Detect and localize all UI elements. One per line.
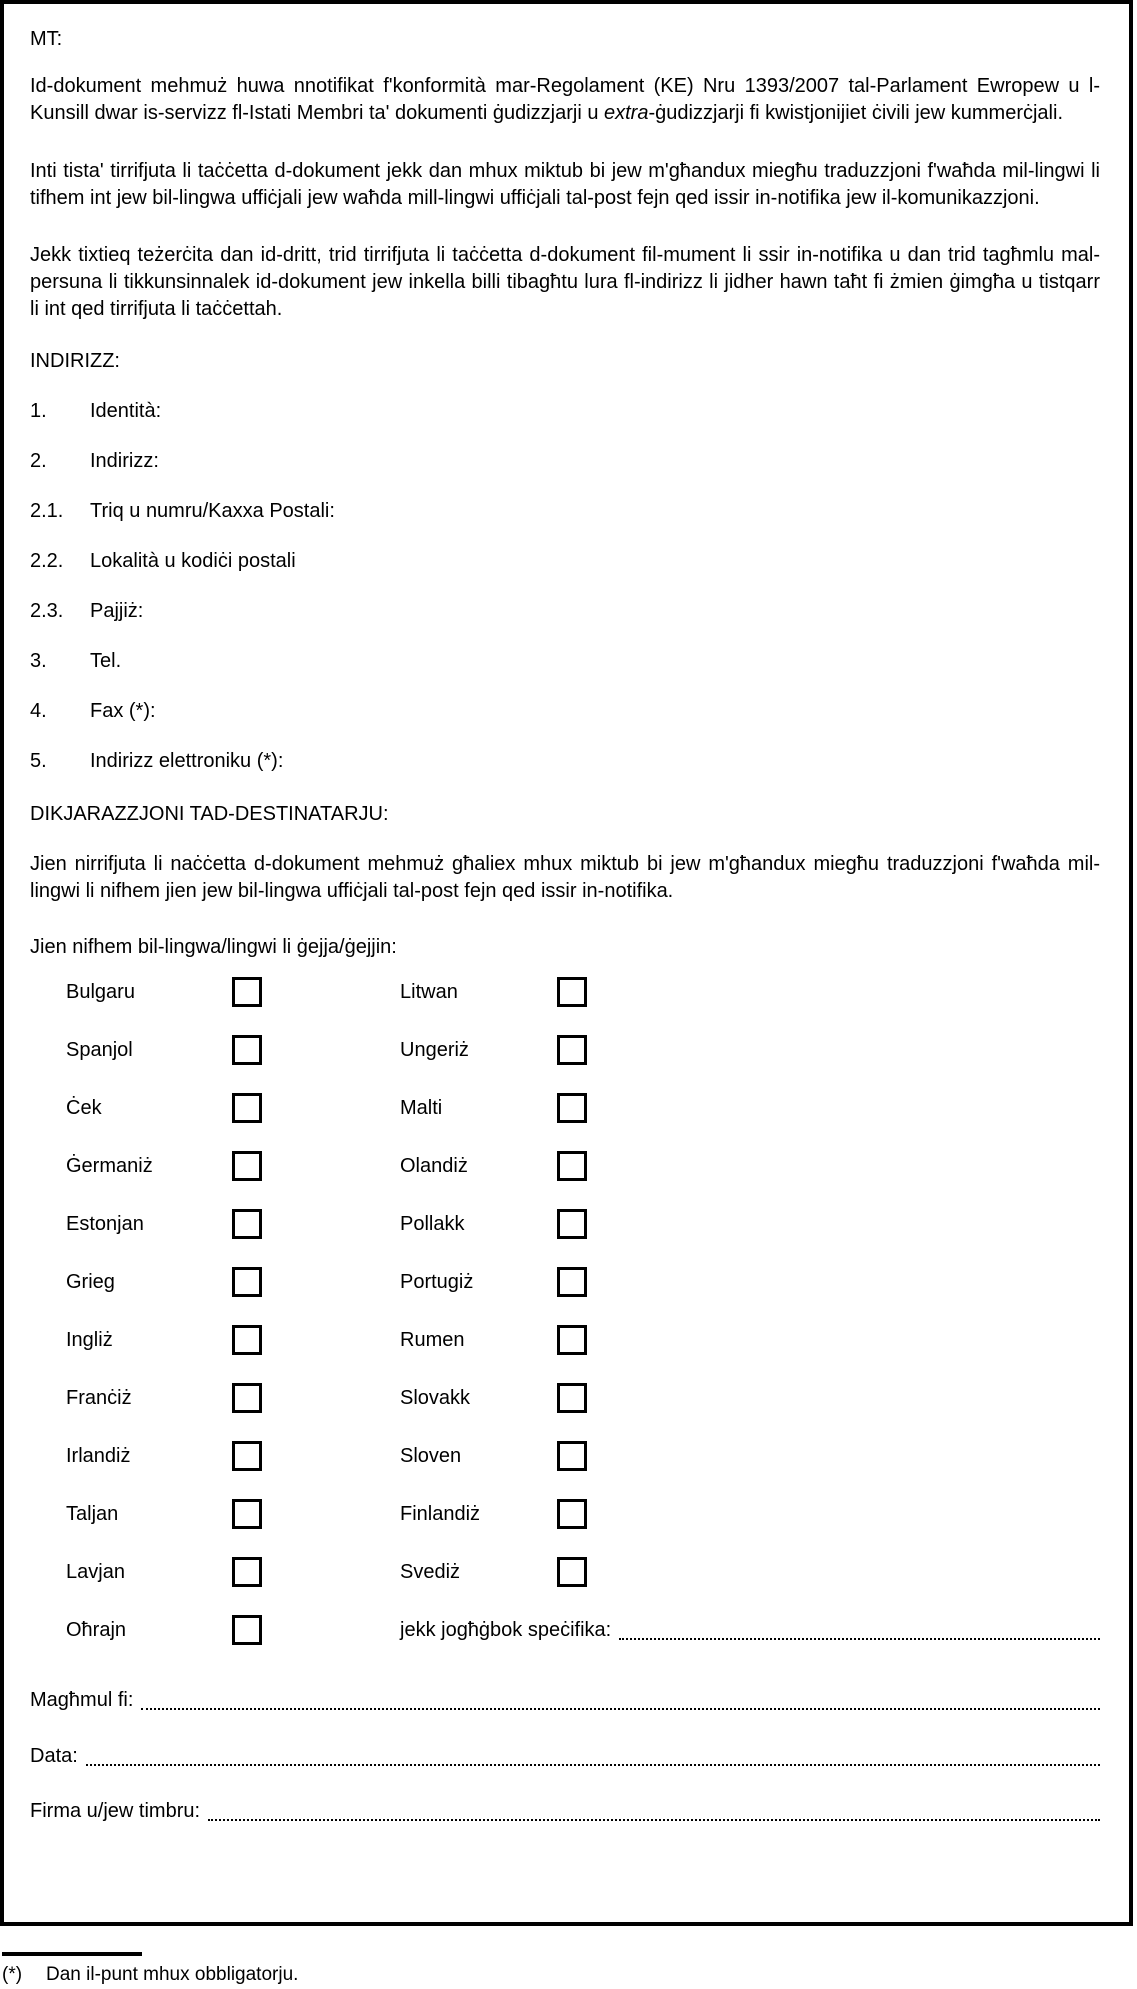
- language-label-malti: Malti: [400, 1096, 443, 1119]
- intro-paragraph-part1: Id-dokument mehmuż huwa nnotifikat f'konformità mar-Regolament (KE) Nru 1393/2007 tal-Parlament Ewropew u l-Kunsill dwar is-servizz fl-Istati Membri ta' dokumenti ġudizzjarji u: [30, 75, 1100, 124]
- language-code-label: MT:: [30, 28, 63, 50]
- intro-paragraph-regulation: [30, 73, 1100, 127]
- checkbox-germaniz[interactable]: [232, 1151, 262, 1181]
- language-label-olandiz: Olandiż: [400, 1154, 468, 1177]
- place-input-line[interactable]: [141, 1687, 1100, 1710]
- checkbox-litwan[interactable]: [557, 977, 587, 1007]
- item-label: Fax (*):: [90, 700, 156, 722]
- item-label: Pajjiż:: [90, 600, 144, 622]
- checkbox-malti[interactable]: [557, 1093, 587, 1123]
- language-row: [66, 1209, 1100, 1236]
- footnote-text: Dan il-punt mhux obbligatorju.: [46, 1964, 299, 1985]
- language-label-spanjol: Spanjol: [66, 1038, 133, 1061]
- other-language-input-line[interactable]: [619, 1617, 1100, 1640]
- language-row: [66, 1383, 1100, 1410]
- language-checkbox-grid: [66, 977, 1100, 1642]
- item-number: 2.1.: [30, 500, 64, 522]
- intro-paragraph-procedure: Jekk tixtieq teżerċita dan id-dritt, trid tirrifjuta li taċċetta d-dokument fil-mument li ssir in-notifika u dan trid tagħmlu mal-persuna li tikkunsinnalek id-dokument jew inkella billi tibagħtu lura fl-indirizz li jidher hawn taħt fi żmien ġimgħa u tistqarr li int qed tirrifjuta li taċċettah.: [30, 244, 1100, 320]
- language-label-estonjan: Estonjan: [66, 1212, 144, 1235]
- footnote-marker: (*): [2, 1964, 23, 1985]
- item-number: 5.: [30, 750, 47, 772]
- language-row: [66, 1093, 1100, 1120]
- language-label-pollakk: Pollakk: [400, 1212, 465, 1235]
- language-label-ohrajn: Oħrajn: [66, 1618, 127, 1641]
- checkbox-ungeriz[interactable]: [557, 1035, 587, 1065]
- checkbox-rumen[interactable]: [557, 1325, 587, 1355]
- language-label-sloven: Sloven: [400, 1444, 462, 1467]
- checkbox-cek[interactable]: [232, 1093, 262, 1123]
- item-number: 2.2.: [30, 550, 64, 572]
- language-row: [66, 1035, 1100, 1062]
- language-label-ungeriz: Ungeriż: [400, 1038, 469, 1061]
- checkbox-lavjan[interactable]: [232, 1557, 262, 1587]
- item-number: 2.: [30, 450, 47, 472]
- item-label: Indirizz:: [90, 450, 159, 472]
- item-number: 2.3.: [30, 600, 64, 622]
- checkbox-bulgaru[interactable]: [232, 977, 262, 1007]
- language-label-slovakk: Slovakk: [400, 1386, 471, 1409]
- item-label: Triq u numru/Kaxxa Postali:: [90, 500, 335, 522]
- checkbox-taljan[interactable]: [232, 1499, 262, 1529]
- address-item-street: [30, 498, 1100, 525]
- checkbox-estonjan[interactable]: [232, 1209, 262, 1239]
- intro-paragraph-part2: -ġudizzjarji fi kwistjonijiet ċivili jew kummerċjali.: [648, 102, 1063, 124]
- address-item-identity: [30, 398, 1100, 425]
- item-label: Indirizz elettroniku (*):: [90, 750, 284, 772]
- language-row: [66, 1267, 1100, 1294]
- language-row: [66, 1151, 1100, 1178]
- intro-paragraph-refusal-right: Inti tista' tirrifjuta li taċċetta d-dokument jekk dan mhux miktub bi jew m'għandux miegħu traduzzjoni f'waħda mil-lingwi li tifhem int jew bil-lingwa uffiċjali jew waħda mill-lingwi uffiċjali tal-post fejn qed issir in-notifika jew il-komunikazzjoni.: [30, 160, 1100, 209]
- checkbox-svediz[interactable]: [557, 1557, 587, 1587]
- language-label-cek: Ċek: [66, 1096, 102, 1119]
- declaration-heading: DIKJARAZZJONI TAD-DESTINATARJU:: [30, 803, 389, 825]
- checkbox-irlandiz[interactable]: [232, 1441, 262, 1471]
- address-item-email: [30, 748, 1100, 775]
- item-number: 4.: [30, 700, 47, 722]
- language-label-portugiz: Portugiż: [400, 1270, 474, 1293]
- specify-label: jekk jogħġbok speċifika:: [400, 1618, 612, 1641]
- language-label-rumen: Rumen: [400, 1328, 465, 1351]
- language-label-lavjan: Lavjan: [66, 1560, 125, 1583]
- item-number: 3.: [30, 650, 47, 672]
- checkbox-sloven[interactable]: [557, 1441, 587, 1471]
- address-item-country: [30, 598, 1100, 625]
- date-label: Data:: [30, 1745, 78, 1767]
- checkbox-finlandiz[interactable]: [557, 1499, 587, 1529]
- footnote-divider: [2, 1952, 142, 1956]
- declaration-body: Jien nirrifjuta li naċċetta d-dokument mehmuż għaliex mhux miktub bi jew m'għandux miegħu traduzzjoni f'waħda mil-lingwi li nifhem jien jew bil-lingwa uffiċjali tal-post fejn qed issir in-notifika.: [30, 853, 1100, 902]
- language-label-finlandiz: Finlandiż: [400, 1502, 481, 1525]
- other-language-specify: [400, 1617, 1100, 1644]
- place-field-row: [30, 1687, 1100, 1714]
- languages-intro: Jien nifhem bil-lingwa/lingwi li ġejja/ġejjin:: [30, 936, 397, 958]
- intro-paragraph-italic: extra: [604, 102, 649, 124]
- checkbox-pollakk[interactable]: [557, 1209, 587, 1239]
- language-row: [66, 1499, 1100, 1526]
- language-label-irlandiz: Irlandiż: [66, 1444, 131, 1467]
- language-row: [66, 977, 1100, 1004]
- date-input-line[interactable]: [86, 1743, 1100, 1766]
- item-label: Identità:: [90, 400, 162, 422]
- item-number: 1.: [30, 400, 47, 422]
- checkbox-slovakk[interactable]: [557, 1383, 587, 1413]
- item-label: Lokalità u kodiċi postali: [90, 550, 296, 572]
- language-row-other: [66, 1615, 1100, 1642]
- language-label-grieg: Grieg: [66, 1270, 115, 1293]
- language-row: [66, 1325, 1100, 1352]
- language-label-ingliz: Ingliż: [66, 1328, 113, 1351]
- signature-label: Firma u/jew timbru:: [30, 1800, 201, 1822]
- address-item-tel: [30, 648, 1100, 675]
- language-label-franciz: Franċiż: [66, 1386, 132, 1409]
- checkbox-spanjol[interactable]: [232, 1035, 262, 1065]
- checkbox-portugiz[interactable]: [557, 1267, 587, 1297]
- language-label-germaniz: Ġermaniż: [66, 1154, 153, 1177]
- language-label-svediz: Svediż: [400, 1560, 461, 1583]
- address-item-locality: [30, 548, 1100, 575]
- signature-input-line[interactable]: [208, 1798, 1100, 1821]
- language-label-litwan: Litwan: [400, 980, 458, 1003]
- signature-field-row: [30, 1798, 1100, 1825]
- address-item-address: [30, 448, 1100, 475]
- checkbox-grieg[interactable]: [232, 1267, 262, 1297]
- checkbox-franciz[interactable]: [232, 1383, 262, 1413]
- language-label-bulgaru: Bulgaru: [66, 980, 135, 1003]
- footnote: [2, 1962, 298, 1988]
- checkbox-ingliz[interactable]: [232, 1325, 262, 1355]
- checkbox-ohrajn[interactable]: [232, 1615, 262, 1645]
- checkbox-olandiz[interactable]: [557, 1151, 587, 1181]
- language-label-taljan: Taljan: [66, 1502, 119, 1525]
- place-label: Magħmul fi:: [30, 1689, 134, 1711]
- address-item-fax: [30, 698, 1100, 725]
- language-row: [66, 1557, 1100, 1584]
- language-row: [66, 1441, 1100, 1468]
- date-field-row: [30, 1743, 1100, 1770]
- address-heading: INDIRIZZ:: [30, 350, 120, 372]
- item-label: Tel.: [90, 650, 122, 672]
